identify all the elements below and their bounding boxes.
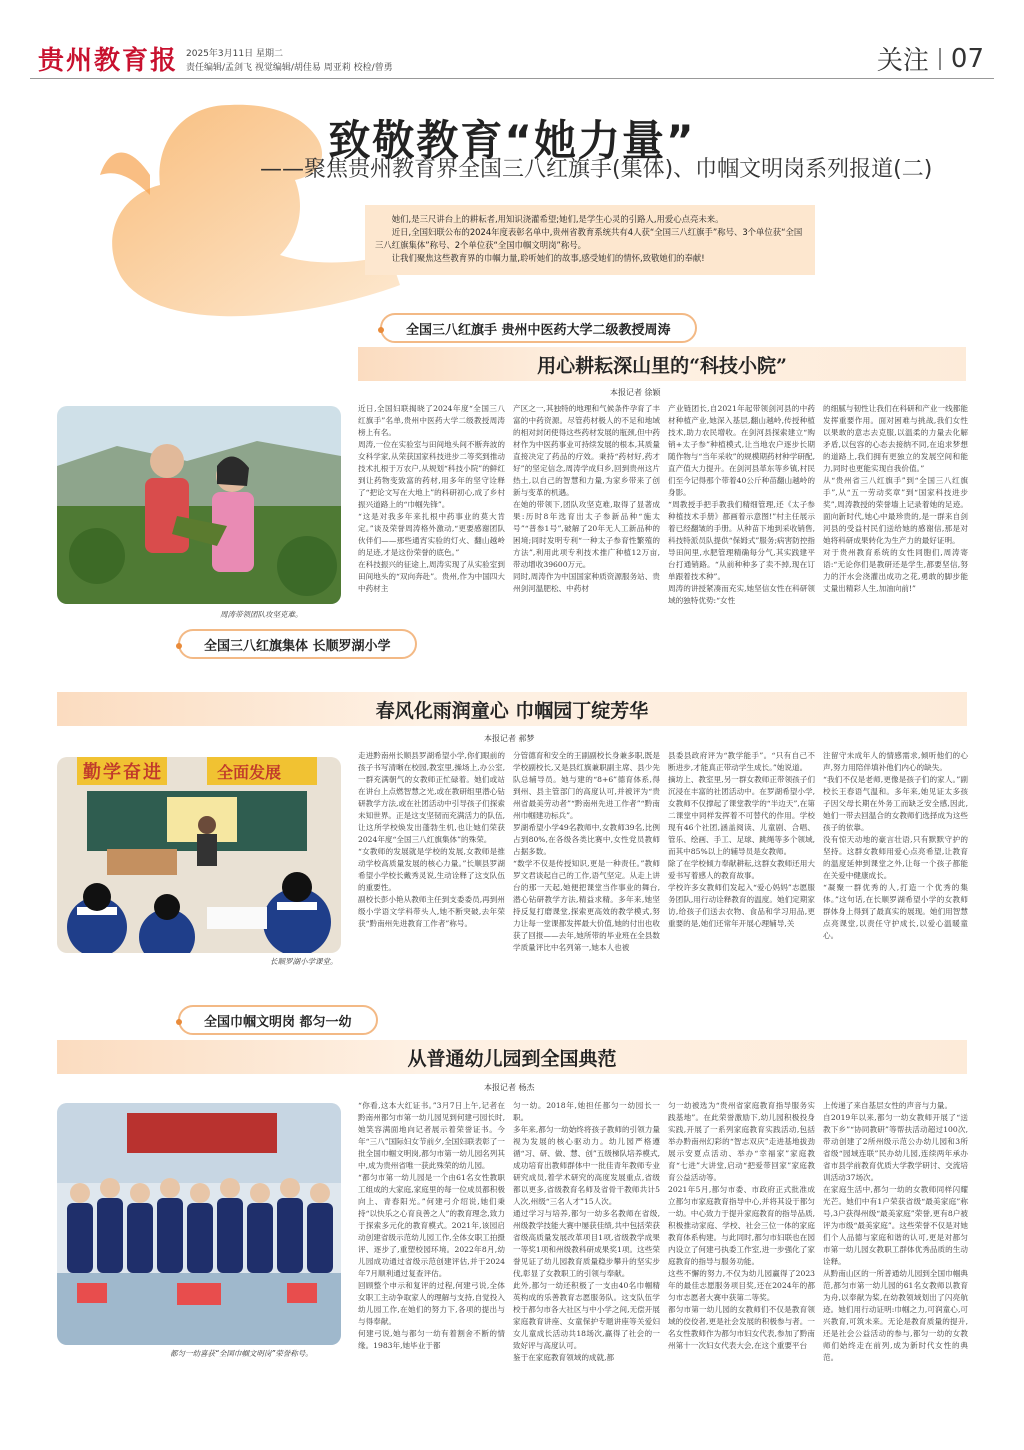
masthead-rule	[30, 78, 994, 79]
article-3-headline: 从普通幼儿园到全国典范	[57, 1040, 967, 1074]
article-3-column-4: 上传递了来自基层女性的声音与力量。 自2019年以来,都匀一幼女教师开展了“送教下乡”“协同教研”等帮扶活动超过100次,带动创建了2所州级示范公办幼儿园和3所省级“园域连联”民办幼儿园,连续两年承办省市县学前教育优质大学教学研讨、交流培训活动37场次。 在家庭生活中,都匀一幼的女教师同样闪耀光芒。她们中有1户荣获省级“最美家庭”称号,3户获得州级“最美家庭”荣誉,更有8户被评为市级“最美家庭”。这些荣誉不仅是对她们个人品德与家庭和谐的认可,更是对都匀市第一幼儿园女教职工群体优秀品质的生动诠释。 从黔南山区的一所普通幼儿园到全国巾帼典范,都匀市第一幼儿园的61名女教师以教育为舟,以奉献为桨,在幼教领域划出了闪亮航迹。她们用行动证明:巾帼之力,可润童心,可兴教育,可筑未来。无论是教育质量的提升,还是社会公益活动的参与,都匀一幼的女教师们始终走在前列,成为新时代女性的典范。	[823, 1101, 968, 1362]
board-char: 学	[103, 762, 121, 783]
article-1-photo	[57, 406, 341, 604]
article-2-photo	[57, 757, 341, 953]
article-2-byline: 本报记者 郝梦	[484, 734, 535, 743]
board-char: 勤	[83, 762, 101, 783]
article-2-column-2: 分管德育和安全的王副副校长身兼多职,既是学校副校长,又是县红旗兼职副主席、县少先队总辅导员。她与建的“8+6”德育体系,得到州、县主管部门的高度认可,并被评为“贵州省最美劳动者”“黔南州先进工作者”“黔南州巾帼建功标兵”。 罗湖希望小学49名教师中,女教师39名,比例占到80%,在各级各类比赛中,女性党员教师占据多数。 “数学不仅是传授知识,更是一种责任。”教师罗文君谈起自己的工作,语气坚定。从走上讲台的那一天起,她便把课堂当作事业的舞台,潜心钻研教学方法,精益求精。多年来,她坚持反复打磨课堂,探索更高效的教学模式,努力让每一堂课都发挥最大价值,她的付出也收获了回报——去年,她所带的毕业班在全县数学质量评比中名列第一,她本人也被	[513, 751, 660, 952]
article-1-byline: 本报记者 徐颖	[610, 388, 661, 397]
article-1-column-3: 产业链团长,自2021年起带领剑河县的中药材种植产业,她深入基层,翻山越岭,传授种植技术,助力农民增收。在剑河县探索建立“购销+太子参”种植模式,让当地农户逐步长期随作物与“当年采收”的规模期药材种学研配,直产值大力提升。在剑河县革东等乡镇,村民们至今记得那个带着40公斤种苗翻山越岭的身影。 “周教授手把手教我们精细管理,还《太子参种植技术手册》都画着示意图!”村主任展示着已经翻皱的手册。从种苗下地到采收销售,科技特派员队提供“保姆式”服务;病害防控指导田间里,水肥管理精确每分气,其实践建平台打通销路。“从前种种多了卖不掉,现在订单跟着技术种”。 周涛的讲授紧凑而充实,她坚信女性在科研领域的独特优势:“女性	[668, 404, 815, 605]
board-char: 进	[143, 762, 161, 783]
article-1-caption: 周涛带领团队攻坚克难。	[220, 610, 303, 619]
article-2-column-4: 注留守未成年人的情感需求,倾听他们的心声,努力用陪伴填补他们内心的缺失。 “我们不仅是老师,更像是孩子们的家人。”副校长王春语气温和。多年来,她见证太多孩子因父母长期在外务工而缺乏安全感,因此,她们一带去回温合的女教师们选择成为这些孩子的依靠。 没有惊天动地的豪言壮语,只有默默守护的坚持。这群女教师用爱心点亮希望,让教育的温度延伸到课堂之外,让每一个孩子都能在关爱中健康成长。 “凝聚一群优秀的人,打造一个优秀的集体。”这句话,在长顺罗湖希望小学的女教师群体身上得到了最真实的展现。她们用智慧点亮课堂,以责任守护成长,以爱心温暖童心。	[823, 751, 968, 940]
page-number: 07	[950, 43, 984, 74]
feature-intro-box	[365, 205, 815, 275]
article-1-tag: 全国三八红旗手 贵州中医药大学二级教授周涛	[380, 313, 697, 343]
article-3-column-2: 匀一幼。2018年,她担任都匀一幼园长一职。 多年来,都匀一幼始终将孩子教师的引领力量视为发展的核心驱动力。幼儿园严格遵循“习、研、做、慧、创”五级梯队培养模式,成功培育出教师群体中一批佳青年教师专业研究成员,着学术研究的高度发展重点,省级都以更多,省级教育名师及省骨干教师共计5人次,州级“三名人才”15人次。 通过学习与培养,都匀一幼多名教师在省级,州级教学技能大赛中屡获佳绩,共中包括荣获省级高质量发展改革项目1项,省级教学成果一等奖1项和州级教科研成果奖1项。这些荣誉见证了幼儿园教育质量稳步攀升的坚实步伐,彰显了女教职工的引领与奉献。 此外,都匀一幼还积极了一支由40名巾帼精英构成的乐善教育志愿服务队。这支队伍学校于都匀市各大社区与中小学之间,无偿开展家庭教育讲座、女童保护专题讲座等关爱妇女儿童成长活动共18场次,赢得了社会的一致好评与高度认可。 鉴于在家庭教育领域的成就,都	[513, 1101, 660, 1362]
section-divider	[939, 48, 941, 70]
article-1-column-1: 近日,全国妇联揭晓了2024年度“全国三八红旗手”名单,贵州中医药大学二级教授周涛榜上有名。 周涛,一位在实验室与田间地头间不断奔波的女科学家,从荣获国家科技进步二等奖到推动技术扎根于万农户,从规划“科技小院”的鲜红到让药物变致富的药材,用多年的坚守诠释了“把论文写在大地上”的科研初心,成了乡村振兴道路上的“巾帼先锋”。 “这是对我多年来扎根中药事业的莫大肯定。”谈及荣誉周涛格外激动,“更要感谢团队伙伴们——那些通宵实验的灯火、翻山越岭的足迹,才是这份荣誉的底色。” 在科技振兴的征途上,周涛实现了从实验室到田间地头的“双向奔赴”。贵州,作为中国四大中药材主	[358, 404, 505, 593]
article-3-tag: 全国巾帼文明岗 都匀一幼	[178, 1005, 378, 1035]
section-name: 关注	[876, 46, 929, 76]
section-header	[877, 40, 984, 77]
article-2-column-3: 县委县政府评为“教学能手”。“只有自己不断进步,才能真正带动学生成长。”她说道。 摘坊上、教室里,另一群女教师正带领孩子们沉浸在丰富的社团活动中。在罗湖希望小学,女教师不仅撑起了课堂教学的“半边天”,在第二课堂中同样发挥着不可替代的作用。学校现有46个社团,涵盖阅读、儿童剧、合唱、管乐、绘画、手工、足球、跳绳等多个领域,而其中85%以上的辅导员是女教师。 除了在学校倾力奉献耕耘,这群女教师还用大爱书写着感人的教育故事。 学校许多女教师们发起入“爱心妈妈”志愿服务团队,用行动诠释教育的温度。她们定期家访,给孩子们送去衣物、食品和学习用品,更重要的是,她们还常年开展心理辅导,关	[668, 751, 815, 928]
article-3-column-1: “你看,这本大红证书。”3月7日上午,记者在黔南州都匀市第一幼儿园见到何建弓园长时,她笑容满面地向记者展示着荣誉证书。今年“三八”国际妇女节前夕,全国妇联表彰了一批全国巾帼文明岗,都匀市第一幼儿园名列其中,成为贵州省唯一获此殊荣的幼儿园。 “都匀市第一幼儿园是一个由61名女性教职工组成的大家庭,家庭里的每一位成员都积极向上、青春阳光。”何建弓介绍说,她们秉持“以快乐之心育良善之人”的教育理念,致力于探索多元化的教育模式。2021年,该园启动创建省级示范幼儿园工作,全体女职工拍摄评、逐步了,重塑校园环境。2022年8月,幼儿园成功通过省级示范创建评估,并于2024年7月顺利通过复查评估。 回顾整个申示和复评的过程,何建弓说,全体女职工主动争取家人的理解与支持,自觉投入幼儿园工作,在她们的努力下,各项的提出与与得奉献。 何建弓说,她与都匀一幼有着割舍不断的情缘。1983年,她毕业于都	[358, 1101, 505, 1350]
article-2-tag: 全国三八红旗集体 长顺罗湖小学	[178, 629, 417, 659]
article-2-caption: 长顺罗湖小学课堂。	[270, 957, 338, 966]
article-1-column-2: 产区之一,其独特的地理和气候条件孕育了丰富的中药资源。尽管药材极人的不足和地域的相对封闭使得这些药材发展的瓶颈,但中药材作为中医药事业可持续发展的根本,其质量直接决定了药品的疗效。秉持“药材好,药才好”的坚定信念,周涛学成归乡,回到贵州这片热土,以自己的智慧和力量,为家乡带来了创新与变革的机遇。 在她的带领下,团队攻坚克难,取得了显著成果:历时8年选育出太子参新品种“施太号”“普参1号”,破解了20年无人工新品种的困境;同时发明专利“一种太子参育性繁殖的方法”,利用此项专利技术推广种植12万亩,带动增收39600万元。 同时,周涛作为中国国家种质资源服务站、贵州剑河温肥松、中药材	[513, 404, 660, 593]
intro-paragraph: 她们,是三尺讲台上的耕耘者,用知识浇灌希望;她们,是学生心灵的引路人,用爱心点亮未来。	[391, 214, 724, 224]
article-3-photo	[57, 1103, 341, 1345]
feature-subtitle: ——聚焦贵州教育界全国三八红旗手(集体)、巾帼文明岗系列报道(二)	[260, 157, 933, 182]
article-1-headline: 用心耕耘深山里的“科技小院”	[358, 347, 966, 381]
editor-credits: 责任编辑/孟剑飞 视觉编辑/胡佳易 周亚莉 校检/曾勇	[186, 63, 393, 73]
intro-paragraph: 让我们聚焦这些教育界的巾帼力量,聆听她们的故事,感受她们的情怀,致敬她们的奉献!	[391, 253, 705, 263]
article-1-column-4: 的细腻与韧性让我们在科研和产业一线都能发挥重要作用。面对困难与挑战,我们女性以果敢的意志去克服,以温柔的力量去化解矛盾,以包容的心态去接纳不同,在追求梦想的道路上,我们拥有更独立的发展空间和能力,同时也更能实现自我价值。” 从“贵州省三八红旗手”到“全国三八红旗手”,从“五一劳动奖章”到“国家科技进步奖”,周涛教授的荣誉墙上记录着她的足迹。面向新时代,她心中最珍贵的,是一群来自剑河县的受益村民们送给她的感谢信,那是对她将科研成果转化为生产力的最好证明。 对于贵州教育系统的女性同胞们,周涛寄语:“无论你们是教研还是学生,都要坚信,努力的汗水会浇灌出成功之花,勇敢的脚步能丈量出精彩人生,加油向前!”	[823, 404, 968, 593]
board-slogan: 全面发展	[217, 763, 282, 782]
article-2-headline: 春风化雨润童心 巾帼园丁绽芳华	[57, 692, 967, 726]
article-2-column-1: 走进黔南州长顺县罗湖希望小学,你们眼前的孩子书写清晰在校园,教室里,操场上,办公室,一群充满朝气的女教师正忙碌着。她们或站在讲台上点燃智慧之光,或在教研组里潜心钻研教学方法,或在社团活动中引导孩子们探索未知世界。正是这支坚韧而充满活力的队伍,让这所学校焕发出蓬勃生机,也让她们荣获2024年度“全国三八红旗集体”的殊荣。 “女教师的发展就是学校的发展,女教师是推动学校高质量发展的核心力量。”长顺县罗湖希望小学校长戴秀灵说,生动诠释了这支队伍的重要性。 副校长彭小艳从教师主任到支委委员,再到州级小学语文学科带头人,她不断突破,去年荣获“黔南州先进教育工作者”称号。	[358, 751, 505, 928]
article-3-column-3: 匀一幼被选为“贵州省家庭教育指导服务实践基地”。在此荣誉激励下,幼儿园积极投身实践,开展了一系列家庭教育实践活动,包括举办黔南州幻彩的“智志双庆”走进基地拔劲展示安夏点活动、举办“幸福家”家庭教育“七进”大讲堂,启动“把爱带回家”家庭教育公益活动等。 2021年5月,都匀市委、市政府正式批准成立都匀市家庭教育指导中心,并将其设于都匀一幼。中心致力于提升家庭教育的指导品质,积极推动家庭、学校、社会三位一体的家庭教育体系构建。与此同时,都匀市妇联也在园内设立了何建弓执委工作室,进一步强化了家庭教育的指导与服务功能。 这些不懈的努力,不仅为幼儿园赢得了2023年的最佳志愿服务项目奖,还在2024年的都匀市志愿者大赛中获第二等奖。 都匀市第一幼儿园的女教师们不仅是教育领域的佼佼者,更是社会发展的积极参与者。一名女性教师作为都匀市妇女代表,参加了黔南州第十一次妇女代表大会,在这个重要平台	[668, 1101, 815, 1350]
newspaper-logo: 贵州教育报	[38, 46, 179, 76]
issue-date: 2025年3月11日 星期二	[186, 49, 283, 59]
article-3-caption: 都匀一幼喜获“全国巾帼文明岗”荣誉称号。	[170, 1349, 313, 1358]
board-char: 奋	[123, 762, 141, 783]
article-3-byline: 本报记者 杨杰	[484, 1083, 535, 1092]
feature-title: 致敬教育“她力量”	[328, 116, 696, 165]
intro-paragraph: 近日,全国妇联公布的2024年度表彰名单中,贵州省教育系统共有4人获“全国三八红旗手”称号、3个单位获“全国三八红旗集体”称号、2个单位获“全国巾帼文明岗”称号。	[375, 227, 803, 250]
